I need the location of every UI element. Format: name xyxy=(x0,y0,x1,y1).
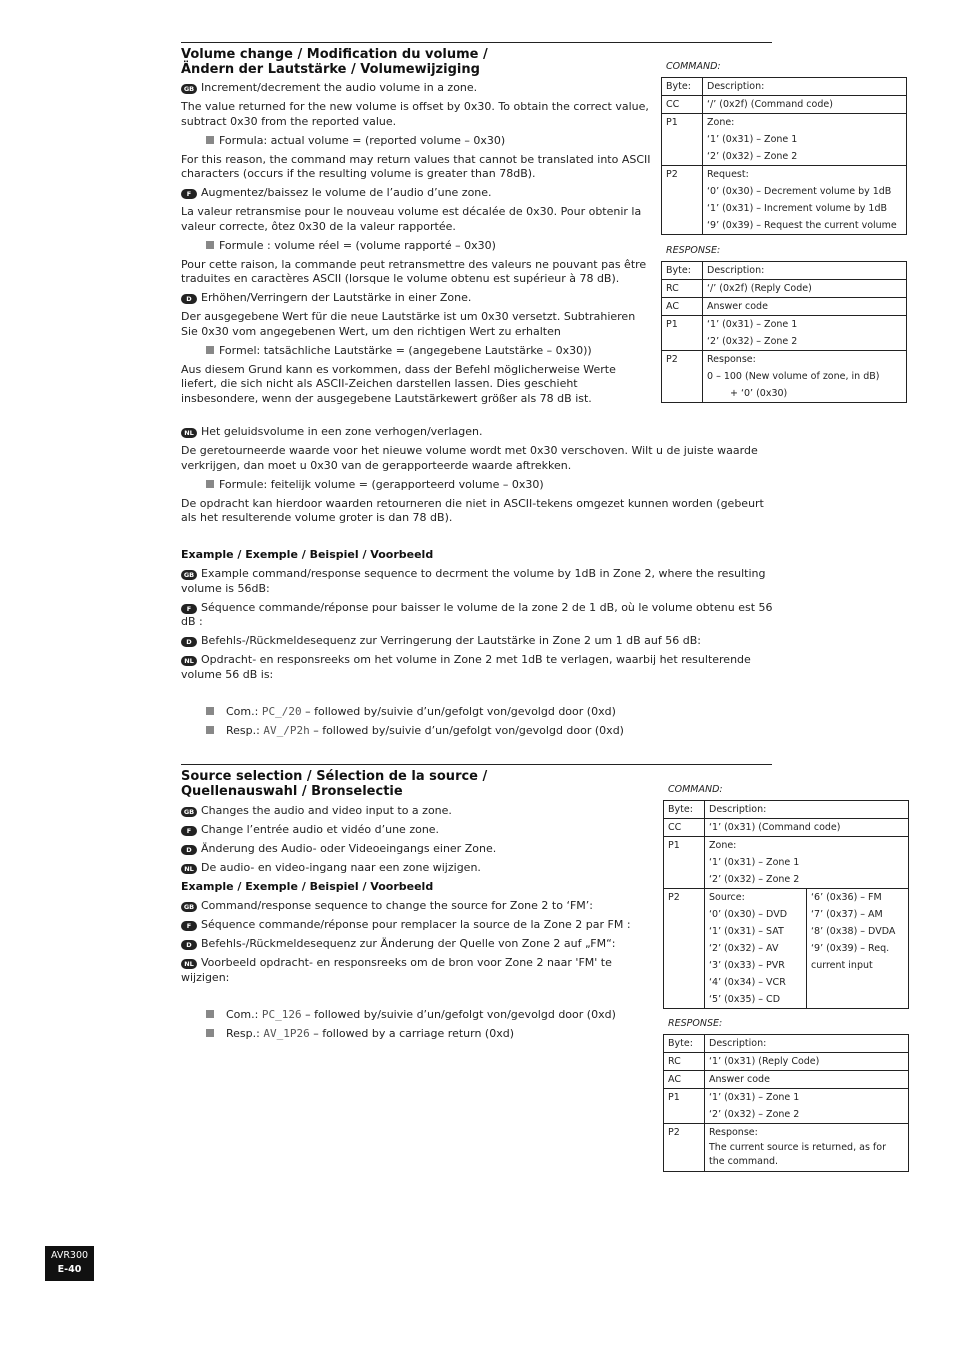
title-line: Quellenauswahl / Bronselectie xyxy=(181,784,403,799)
table-row xyxy=(664,1053,909,1071)
line: ‘2’ (0x32) – Zone 2 xyxy=(707,336,798,347)
line: The current source is returned, as for the command. xyxy=(709,1142,886,1167)
line: ‘2’ (0x32) – Zone 2 xyxy=(707,151,798,162)
cell: ‘1’ (0x31) (Reply Code) xyxy=(705,1053,909,1071)
f-paragraph xyxy=(181,186,651,201)
text: Séquence commande/réponse pour baisser le volume de la zone 2 de 1 dB, où le volume obtenu est 56 dB : xyxy=(181,600,773,628)
title-line: Ändern der Lautstärke / Volumewijziging xyxy=(181,62,480,77)
text: Formule : volume réel = (volume rapporté – 0x30) xyxy=(219,238,496,252)
table-row xyxy=(662,351,907,403)
cell: ‘1’ (0x31) (Command code) xyxy=(705,819,909,837)
line: current input xyxy=(811,960,873,971)
cell xyxy=(705,1124,909,1172)
example-f xyxy=(181,601,773,630)
formula-bullet xyxy=(181,344,651,359)
line: ‘4’ (0x34) – VCR xyxy=(709,977,786,988)
example-f xyxy=(181,918,651,933)
text: Formula: actual volume = (reported volume – 0x30) xyxy=(219,133,506,147)
line: ‘2’ (0x32) – Zone 2 xyxy=(709,874,800,885)
table-row xyxy=(662,96,907,114)
nl-paragraph xyxy=(181,861,651,876)
example-gb xyxy=(181,567,773,596)
line: ‘0’ (0x30) – DVD xyxy=(709,909,788,920)
text: Befehls-/Rückmeldesequenz zur Verringerung der Lautstärke in Zone 2 um 1 dB auf 56 dB: xyxy=(201,634,701,647)
model-name: AVR300 xyxy=(50,1250,89,1261)
title-line: Source selection / Sélection de la source / xyxy=(181,769,488,784)
square-bullet-icon xyxy=(206,136,214,144)
paragraph: Pour cette raison, la commande peut retransmettre des valeurs ne pouvant pas être traduites en caractères ASCII (lorsque le volume obtenu est supérieur à 78 dB). xyxy=(181,257,647,285)
cell: CC xyxy=(662,96,703,114)
cell xyxy=(703,114,907,166)
source-commands xyxy=(181,1008,651,1046)
cell: RC xyxy=(664,1053,705,1071)
cell: CC xyxy=(664,819,705,837)
line: 0 – 100 (New volume of zone, in dB) xyxy=(707,371,880,382)
line: ‘1’ (0x31) – SAT xyxy=(709,926,784,937)
line: ‘3’ (0x33) – PVR xyxy=(709,960,785,971)
cell: Byte: xyxy=(664,801,705,819)
cell: Description: xyxy=(703,78,907,96)
cell: AC xyxy=(662,298,703,316)
line: ‘2’ (0x32) – AV xyxy=(709,943,779,954)
f-badge-icon: F xyxy=(181,921,197,931)
cell: P1 xyxy=(662,114,703,166)
cell: RC xyxy=(662,280,703,298)
text: Voorbeeld opdracht- en responsreeks om de bron voor Zone 2 naar 'FM' te wijzigen: xyxy=(181,956,612,984)
section-title-source xyxy=(181,769,651,799)
table-row xyxy=(662,114,907,166)
response-label: RESPONSE: xyxy=(668,1018,723,1029)
table-row xyxy=(664,1071,909,1089)
paragraph: The value returned for the new volume is offset by 0x30. To obtain the correct value, subtract 0x30 from the reported value. xyxy=(181,100,649,128)
command-label: COMMAND: xyxy=(668,784,723,795)
page-footer-badge xyxy=(45,1246,94,1281)
cell xyxy=(703,166,907,235)
line: Zone: xyxy=(709,840,737,851)
cell xyxy=(703,316,907,351)
code: AV_1P26 xyxy=(263,1027,310,1040)
cell: P2 xyxy=(664,889,705,1009)
example-d xyxy=(181,634,773,649)
line: + ‘0’ (0x30) xyxy=(730,388,788,399)
cell: P2 xyxy=(664,1124,705,1172)
text: Augmentez/baissez le volume de l’audio d’une zone. xyxy=(201,186,492,199)
cell: Answer code xyxy=(705,1071,909,1089)
line: ‘0’ (0x30) – Decrement volume by 1dB xyxy=(707,186,892,197)
table-row xyxy=(664,1124,909,1172)
text: Befehls-/Rückmeldesequenz zur Änderung der Quelle von Zone 2 auf „FM“: xyxy=(201,937,616,950)
text: – followed by/suivie d’un/gefolgt von/gevolgd door (0xd) xyxy=(313,724,624,737)
line: ‘1’ (0x31) – Increment volume by 1dB xyxy=(707,203,887,214)
nl-badge-icon: NL xyxy=(181,959,197,969)
d-badge-icon: D xyxy=(181,940,197,950)
line: ‘2’ (0x32) – Zone 2 xyxy=(709,1109,800,1120)
table-row xyxy=(664,889,909,1009)
text: Change l’entrée audio et vidéo d’une zone. xyxy=(201,823,440,836)
text: – followed by/suivie d’un/gefolgt von/gevolgd door (0xd) xyxy=(305,705,616,718)
line: ‘8’ (0x38) – DVDA xyxy=(811,926,896,937)
page-number: E-40 xyxy=(57,1264,82,1275)
cell: AC xyxy=(664,1071,705,1089)
cell: Answer code xyxy=(703,298,907,316)
square-bullet-icon xyxy=(206,1029,214,1037)
square-bullet-icon xyxy=(206,480,214,488)
com-line xyxy=(181,1008,651,1023)
table-row xyxy=(662,316,907,351)
paragraph: La valeur retransmise pour le nouveau volume est décalée de 0x30. Pour obtenir la valeur correcte, ôtez 0x30 de la valeur rapportée. xyxy=(181,205,642,233)
square-bullet-icon xyxy=(206,346,214,354)
line: ‘1’ (0x31) – Zone 1 xyxy=(709,1092,800,1103)
f-paragraph xyxy=(181,823,651,838)
line: ‘6’ (0x36) – FM xyxy=(811,892,882,903)
d-badge-icon: D xyxy=(181,637,197,647)
code: PC_126 xyxy=(261,1008,302,1021)
gb-badge-icon: GB xyxy=(181,84,197,94)
resp-line xyxy=(181,1027,651,1042)
code: PC_/20 xyxy=(261,705,302,718)
f-badge-icon: F xyxy=(181,826,197,836)
paragraph: For this reason, the command may return values that cannot be translated into ASCII characters (occurs if the resulting volume is greater than 78dB). xyxy=(181,152,651,180)
text: Changes the audio and video input to a zone. xyxy=(201,804,452,817)
gb-paragraph xyxy=(181,81,651,96)
text: – followed by/suivie d’un/gefolgt von/gevolgd door (0xd) xyxy=(305,1008,616,1021)
volume-text-wide xyxy=(181,425,773,530)
cell: Description: xyxy=(705,1035,909,1053)
example-d xyxy=(181,937,651,952)
label: Com.: xyxy=(226,1008,259,1021)
square-bullet-icon xyxy=(206,241,214,249)
table-row xyxy=(664,801,909,819)
text: De audio- en video-ingang naar een zone wijzigen. xyxy=(201,861,481,874)
formula-bullet xyxy=(181,134,651,149)
text: Änderung des Audio- oder Videoeingangs einer Zone. xyxy=(201,842,497,855)
text: – followed by a carriage return (0xd) xyxy=(313,1027,515,1040)
text: Increment/decrement the audio volume in a zone. xyxy=(201,81,478,94)
example-gb xyxy=(181,899,651,914)
line: ‘1’ (0x31) – Zone 1 xyxy=(707,319,798,330)
formula-bullet xyxy=(181,478,773,493)
gb-paragraph xyxy=(181,804,651,819)
square-bullet-icon xyxy=(206,707,214,715)
text: Formule: feitelijk volume = (gerapporteerd volume – 0x30) xyxy=(219,477,544,491)
table-row xyxy=(664,837,909,889)
resp-line xyxy=(181,724,773,739)
cell: P1 xyxy=(664,837,705,889)
text: Opdracht- en responsreeks om het volume in Zone 2 met 1dB te verlagen, waarbij het resulterende volume 56 dB is: xyxy=(181,653,751,681)
cell xyxy=(703,351,907,403)
section-title-volume xyxy=(181,47,651,77)
label: Com.: xyxy=(226,705,259,718)
line: Request: xyxy=(707,169,749,180)
source-command-table xyxy=(663,800,909,1009)
formula-bullet xyxy=(181,239,651,254)
line: ‘1’ (0x31) – Zone 1 xyxy=(709,857,800,868)
volume-response-table xyxy=(661,261,907,403)
paragraph: Aus diesem Grund kann es vorkommen, dass der Befehl möglicherweise Werte liefert, die sich nicht als ASCII-Zeichen darstellen lassen. Dies geschieht insbesondere, wenn der ausgegebene Lautstärkewert größer als 78 dB ist. xyxy=(181,362,616,405)
example-nl xyxy=(181,653,773,682)
table-row xyxy=(662,262,907,280)
d-badge-icon: D xyxy=(181,845,197,855)
line: ‘5’ (0x35) – CD xyxy=(709,994,781,1005)
table-row xyxy=(662,78,907,96)
cell: ‘/’ (0x2f) (Command code) xyxy=(703,96,907,114)
text: Séquence commande/réponse pour remplacer la source de la Zone 2 par FM : xyxy=(201,918,631,931)
section-divider xyxy=(181,42,772,43)
com-line xyxy=(181,705,773,720)
gb-badge-icon: GB xyxy=(181,807,197,817)
cell xyxy=(705,1089,909,1124)
line: Source: xyxy=(709,892,745,903)
square-bullet-icon xyxy=(206,726,214,734)
f-badge-icon: F xyxy=(181,604,197,614)
cell: ‘/’ (0x2f) (Reply Code) xyxy=(703,280,907,298)
example-heading: Example / Exemple / Beispiel / Voorbeeld xyxy=(181,548,434,561)
command-label: COMMAND: xyxy=(666,61,721,72)
line: Response: xyxy=(707,354,756,365)
table-row xyxy=(664,1035,909,1053)
square-bullet-icon xyxy=(206,1010,214,1018)
text: Command/response sequence to change the source for Zone 2 to ‘FM’: xyxy=(201,899,593,912)
example-nl xyxy=(181,956,651,985)
line: Response: xyxy=(709,1127,758,1138)
f-badge-icon: F xyxy=(181,189,197,199)
line: ‘1’ (0x31) – Zone 1 xyxy=(707,134,798,145)
label: Resp.: xyxy=(226,1027,260,1040)
cell: Byte: xyxy=(662,262,703,280)
cell: P1 xyxy=(662,316,703,351)
example-heading: Example / Exemple / Beispiel / Voorbeeld xyxy=(181,880,434,893)
volume-commands xyxy=(181,705,773,743)
paragraph: De opdracht kan hierdoor waarden retourneren die niet in ASCII-tekens omgezet kunnen worden (gebeurt als het resulterende volume groter is dan 78 dB). xyxy=(181,496,764,524)
line: ‘9’ (0x39) – Request the current volume xyxy=(707,220,897,231)
source-response-table xyxy=(663,1034,909,1172)
volume-text-column xyxy=(181,81,651,411)
table-row xyxy=(664,1089,909,1124)
text: Formel: tatsächliche Lautstärke = (angegebene Lautstärke – 0x30)) xyxy=(219,343,592,357)
cell: Byte: xyxy=(664,1035,705,1053)
text: Het geluidsvolume in een zone verhogen/verlagen. xyxy=(201,425,483,438)
nl-badge-icon: NL xyxy=(181,656,197,666)
d-paragraph xyxy=(181,842,651,857)
paragraph: Der ausgegebene Wert für die neue Lautstärke ist um 0x30 versetzt. Subtrahieren Sie 0x30 vom angegebenen Wert, um den richtigen Wert zu erhalten xyxy=(181,310,636,338)
cell xyxy=(705,837,909,889)
response-label: RESPONSE: xyxy=(666,245,721,256)
table-row xyxy=(664,819,909,837)
cell: P1 xyxy=(664,1089,705,1124)
line: ‘7’ (0x37) – AM xyxy=(811,909,883,920)
text: Example command/response sequence to decrment the volume by 1dB in Zone 2, where the resulting volume is 56dB: xyxy=(181,567,766,595)
nl-paragraph xyxy=(181,425,773,440)
table-row xyxy=(662,298,907,316)
cell xyxy=(807,889,909,1009)
cell: Description: xyxy=(703,262,907,280)
cell xyxy=(705,889,807,1009)
volume-example xyxy=(181,548,773,687)
d-badge-icon: D xyxy=(181,294,197,304)
line: Zone: xyxy=(707,117,735,128)
table-row xyxy=(662,280,907,298)
title-line: Volume change / Modification du volume / xyxy=(181,47,488,62)
volume-command-table xyxy=(661,77,907,235)
text: Erhöhen/Verringern der Lautstärke in einer Zone. xyxy=(201,291,472,304)
cell: Description: xyxy=(705,801,909,819)
cell: P2 xyxy=(662,166,703,235)
gb-badge-icon: GB xyxy=(181,570,197,580)
table-row xyxy=(662,166,907,235)
nl-badge-icon: NL xyxy=(181,428,197,438)
cell: P2 xyxy=(662,351,703,403)
d-paragraph xyxy=(181,291,651,306)
code: AV_/P2h xyxy=(263,724,310,737)
section-divider xyxy=(181,764,772,765)
gb-badge-icon: GB xyxy=(181,902,197,912)
label: Resp.: xyxy=(226,724,260,737)
nl-badge-icon: NL xyxy=(181,864,197,874)
paragraph: De geretourneerde waarde voor het nieuwe volume wordt met 0x30 verschoven. Wilt u de juiste waarde verkrijgen, dan moet u 0x30 van de gerapporteerde waarde aftrekken. xyxy=(181,444,758,472)
cell: Byte: xyxy=(662,78,703,96)
line: ‘9’ (0x39) – Req. xyxy=(811,943,890,954)
source-text-column xyxy=(181,804,651,990)
